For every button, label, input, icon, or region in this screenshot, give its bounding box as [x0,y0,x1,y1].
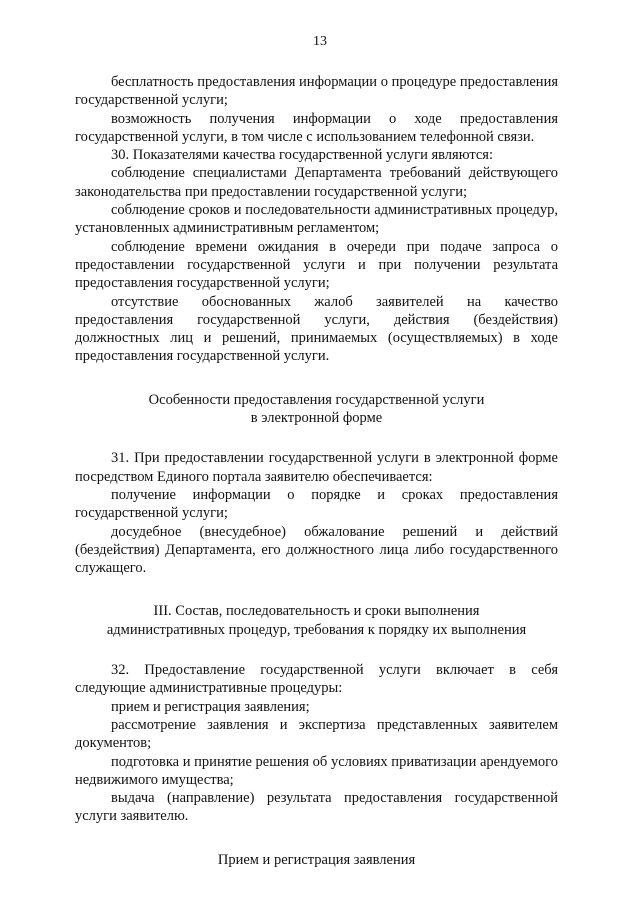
paragraph: рассмотрение заявления и экспертиза представленных заявителем документов; [75,716,558,752]
paragraph: 32. Предоставление государственной услуги включает в себя следующие административные процедуры: [75,662,558,697]
chapter-heading-line: III. Состав, последовательность и сроки выполнения [153,603,480,620]
paragraph: прием и регистрация заявления; [111,698,310,715]
paragraph: отсутствие обоснованных жалоб заявителей на качество предоставления государственной услуги, действия (бездействия) должностных лиц и решений, принимаемых (осуществляемых) в ходе предоставления государственной услуги. [75,293,558,365]
subsection-heading-line: Прием и регистрация заявления [217,851,416,868]
paragraph: соблюдение времени ожидания в очереди при подаче запроса о предоставлении государственной услуги и при получении результата предоставления государственной услуги; [75,238,558,292]
subsection-heading [75,851,558,869]
paragraph: выдача (направление) результата предоставления государственной услуги заявителю. [75,790,558,825]
document-body [75,73,558,869]
chapter-heading-line: административных процедур, требования к порядку их выполнения [106,621,527,638]
page-number: 13 [313,34,327,49]
section-heading-line: в электронной форме [250,410,383,427]
paragraph: получение информации о порядке и сроках предоставления государственной услуги; [75,486,558,522]
paragraph: досудебное (внесудебное) обжалование решений и действий (бездействия) Департамента, его должностного лица либо государственного служащего. [75,523,558,577]
paragraph: возможность получения информации о ходе предоставления государственной услуги, в том числе с использованием телефонной связи. [75,110,558,145]
paragraph: бесплатность предоставления информации о процедуре предоставления государственной услуги; [75,74,558,109]
section-heading-line: Особенности предоставления государственной услуги [148,391,485,408]
paragraph: подготовка и принятие решения об условиях приватизации арендуемого недвижимого имущества; [75,753,558,788]
paragraph: соблюдение сроков и последовательности административных процедур, установленных административным регламентом; [75,202,558,237]
chapter-heading [75,602,558,639]
paragraph: 30. Показателями качества государственной услуги являются: [111,147,494,164]
paragraph: соблюдение специалистами Департамента требований действующего законодательства при предоставлении государственной услуги; [75,165,558,200]
section-heading [75,391,558,428]
paragraph: 31. При предоставлении государственной услуги в электронной форме посредством Единого портала заявителю обеспечивается: [75,450,558,485]
